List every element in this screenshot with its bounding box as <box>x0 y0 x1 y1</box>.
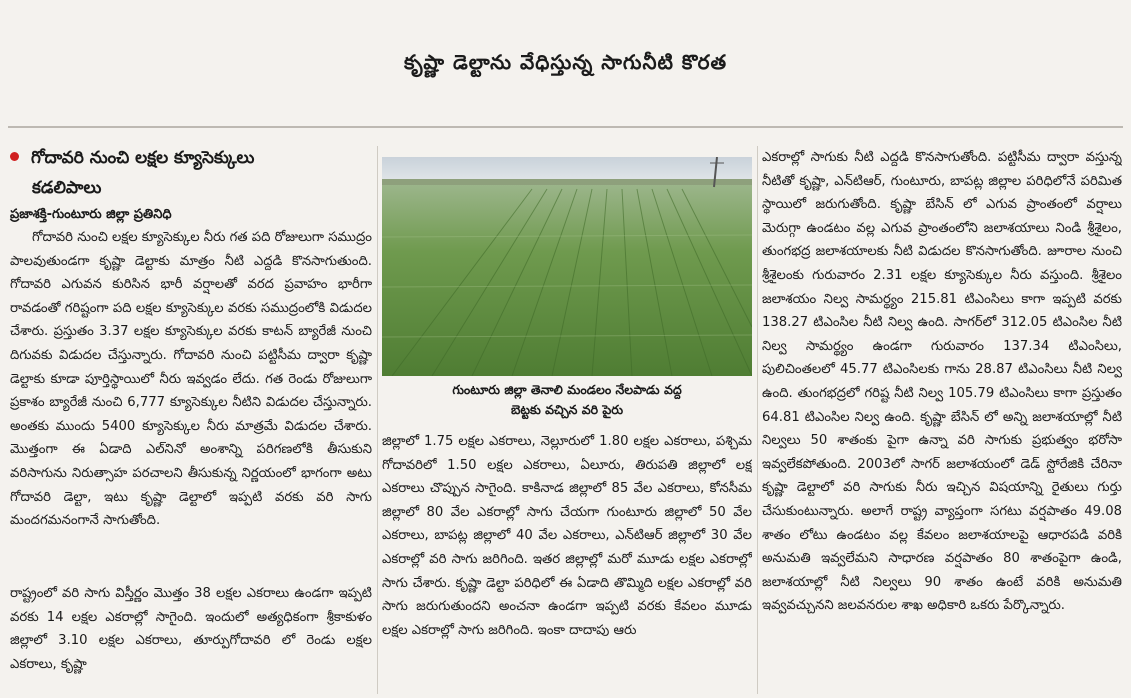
caption-line2: బెట్టకు వచ్చిన వరి పైరు <box>510 402 624 417</box>
column-1-continued <box>10 582 372 698</box>
field-photo <box>382 157 752 376</box>
column-2-text <box>382 430 752 698</box>
paragraph: గోదావరి నుంచి లక్షల క్యూసెక్కుల నీరు గత పది రోజులుగా సముద్రం పాలవుతుండగా కృష్ణా డెల్టాకు మాత్రం నీటి ఎద్దడి కొనసాగుతుంది. గోదావరి ఎగువన కురిసిన భారీ వర్షాలతో వరద ప్రవాహం భారీగా రావడంతో గరిష్టంగా పది లక్షల క్యూసెక్కుల వరకు సముద్రంలోకి విడుదల చేశారు. ప్రస్తుతం 3.37 లక్షల క్యూసెక్కుల వరకు కాటన్ బ్యారేజీ నుంచి దిగువకు విడుదల చేస్తున్నారు. గోదావరి నుంచి పట్టిసీమ ద్వారా కృష్ణా డెల్టాకు కూడా పూర్తిస్థాయిలో నీరు ఇవ్వడం లేదు. గత రెండు రోజులుగా ప్రకాశం బ్యారేజీ నుంచి 6,777 క్యూసెక్కుల నీటిని విడుదల చేస్తున్నారు. అంతకు ముందు 5400 క్యూసెక్కుల నీరు మాత్రమే విడుదల చేశారు. మొత్తంగా ఈ ఏడాది ఎల్‌నినో అంశాన్ని పరిగణలోకి తీసుకుని వరిసాగును నిరుత్సాహ పరచాలని తీసుకున్న నిర్ణయంలో భాగంగా అటు గోదావరి డెల్టా, ఇటు కృష్ణా డెల్టాలో ఇప్పటి వరకు వరి సాగు మందగమనంగానే సాగుతోంది. <box>10 230 372 529</box>
paragraph: జిల్లాలో 1.75 లక్షల ఎకరాలు, నెల్లూరులో 1.80 లక్షల ఎకరాలు, పశ్చిమ గోదావరిలో 1.50 లక్షల ఎకరాలు, ఏలూరు, తిరుపతి జిల్లాలో లక్ష ఎకరాలు చొప్పున సాగైంది. కాకినాడ జిల్లాలో 85 వేల ఎకరాలు, కోనసీమ జిల్లాలో 80 వేల ఎకరాల్లో సాగు చేయగా గుంటూరు జిల్లాలో 50 వేల ఎకరాలు, బాపట్ల జిల్లాలో 40 వేల ఎకరాలు, ఎన్‌టిఆర్ జిల్లాలో 30 వేల ఎకరాల్లో వరి సాగు జరిగింది. ఇతర జిల్లాల్లో మరో మూడు లక్షల ఎకరాల్లో సాగు చేశారు. కృష్ణా డెల్టా పరిధిలో ఈ ఏడాది తొమ్మిది లక్షల ఎకరాల్లో వరి సాగు జరుగుతుందని అంచనా ఉండగా ఇప్పటి వరకు కేవలం మూడు లక్షల ఎకరాల్లో సాగు జరిగింది. ఇంకా దాదాపు ఆరు <box>382 434 752 638</box>
paddy-field-image <box>382 157 752 376</box>
column-3-text <box>762 146 1122 698</box>
headline: కృష్ణా డెల్టాను వేధిస్తున్న సాగునీటి కొరత <box>403 49 728 74</box>
column-divider <box>757 146 758 694</box>
bullet-icon <box>10 152 19 161</box>
paragraph: రాష్ట్రంలో వరి సాగు విస్తీర్ణం మొత్తం 38 లక్షల ఎకరాలు ఉండగా ఇప్పటి వరకు 14 లక్షల ఎకరాల్లో సాగైంది. ఇందులో అత్యధికంగా శ్రీకాకుళం జిల్లాలో 3.10 లక్షల ఎకరాలు, తూర్పుగోదావరి లో రెండు లక్షల ఎకరాలు, కృష్ణా <box>10 586 372 672</box>
headline-rule <box>8 126 1123 128</box>
subheading-line1: గోదావరి నుంచి లక్షల క్యూసెక్కులు <box>31 148 255 168</box>
subheading-line2: కడలిపాలు <box>32 178 102 198</box>
column-1-text <box>10 226 372 586</box>
column-divider <box>377 146 378 694</box>
subheading <box>10 143 372 203</box>
byline: ప్రజాశక్తి-గుంటూరు జిల్లా ప్రతినిధి <box>10 207 172 222</box>
paragraph: ఎకరాల్లో సాగుకు నీటి ఎద్దడి కొనసాగుతోంది. పట్టిసీమ ద్వారా వస్తున్న నీటితో కృష్ణా, ఎన్‌టిఆర్, గుంటూరు, బాపట్ల జిల్లాల పరిధిలోనే పరిమిత స్థాయిలో జరుగుతోంది. కృష్ణా బేసిన్ లో ఎగువ ప్రాంతంలో వర్షాలు మెరుగ్గా ఉండటం వల్ల ఎగువ ప్రాంతంలోని జలాశయాలు నిండి శ్రీశైలం, తుంగభద్ర జలాశయాలకు నీటి విడుదల కొనసాగుతోంది. జూరాల నుంచి శ్రీశైలంకు గురువారం 2.31 లక్షల క్యూసెక్కుల నీరు వస్తుంది. శ్రీశైలం జలాశయం నిల్వ సామర్థ్యం 215.81 టిఎంసిలు కాగా ఇప్పటి వరకు 138.27 టిఎంసిల నీటి నిల్వ ఉంది. సాగర్‌లో 312.05 టిఎంసిల నీటి నిల్వ సామర్థ్యం ఉండగా గురువారం 137.34 టిఎంసిలు, పులిచింతలలో 45.77 టిఎంసిలకు గాను 28.87 టిఎంసిలు నీటి నిల్వ ఉంది. తుంగభద్రలో గరిష్ట నీటి నిల్వ 105.79 టిఎంసిలు కాగా ప్రస్తుతం 64.81 టిఎంసిల నిల్వ ఉంది. కృష్ణా బేసిన్ లో అన్ని జలాశయాల్లో నీటి నిల్వలు 50 శాతంకు పైగా ఉన్నా వరి సాగుకు ప్రభుత్వం భరోసా ఇవ్వలేకపోతుంది. 2003లో సాగర్ జలాశయంలో డెడ్ స్టోరేజికి చేరినా కృష్ణా డెల్టాలో వరి సాగుకు నీరు ఇచ్చిన విషయాన్ని రైతులు గుర్తు చేసుకుంటున్నారు. అలాగే రాష్ట్ర వ్యాప్తంగా సగటు వర్షపాతం 49.08 శాతం లోటు ఉండటం వల్ల కేవలం జలాశయాలపై ఆధారపడి వరికి అనుమతి ఇవ్వలేమని సాధారణ వర్షపాతం 80 శాతంపైగా ఉండి, జలాశయాల్లో నీటి నిల్వలు 90 శాతం ఉంటే వరికి అనుమతి ఇవ్వవచ్చునని జలవనరుల శాఖ అధికారి ఒకరు పేర్కొన్నారు. <box>762 150 1122 614</box>
caption-line1: గుంటూరు జిల్లా తెనాలి మండలం నేలపాడు వద్ద <box>452 382 682 397</box>
photo-caption <box>382 380 752 424</box>
